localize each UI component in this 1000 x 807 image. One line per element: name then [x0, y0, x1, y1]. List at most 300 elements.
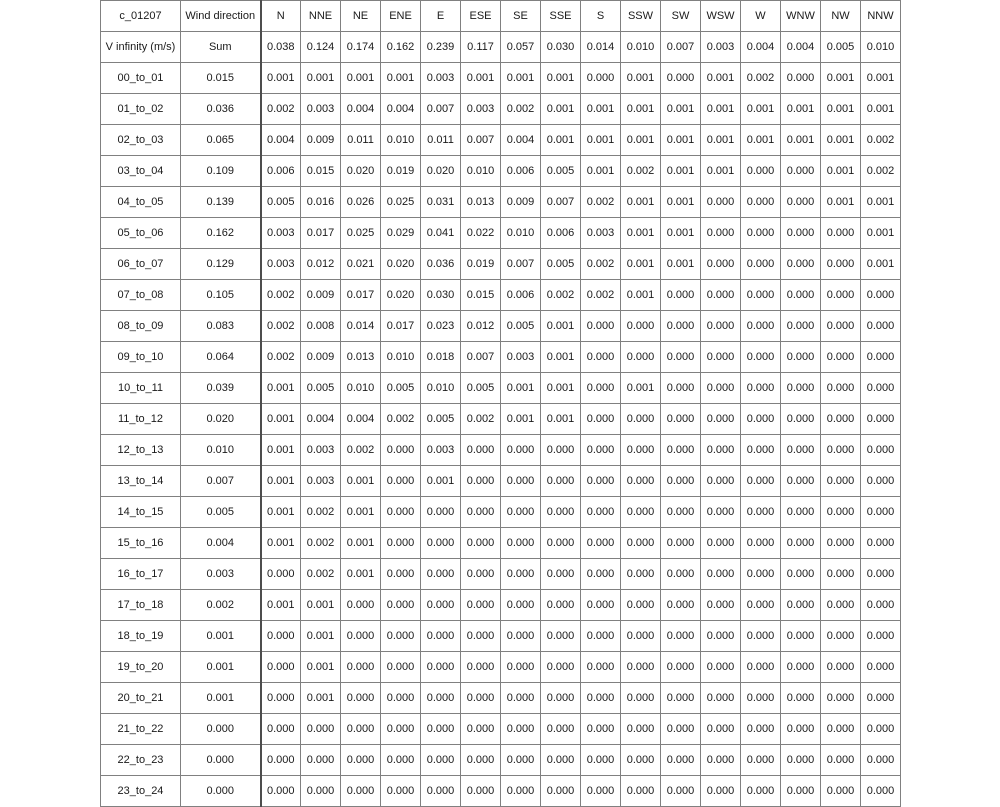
row-sum-cell: 0.162 [181, 218, 261, 249]
frequency-cell: 0.000 [261, 652, 301, 683]
frequency-cell: 0.004 [261, 125, 301, 156]
frequency-cell: 0.009 [301, 125, 341, 156]
frequency-cell: 0.015 [461, 280, 501, 311]
frequency-cell: 0.000 [581, 528, 621, 559]
frequency-cell: 0.000 [421, 528, 461, 559]
frequency-cell: 0.002 [621, 156, 661, 187]
frequency-cell: 0.000 [661, 652, 701, 683]
frequency-cell: 0.005 [261, 187, 301, 218]
frequency-cell: 0.000 [621, 652, 661, 683]
frequency-cell: 0.000 [501, 466, 541, 497]
frequency-cell: 0.026 [341, 187, 381, 218]
frequency-cell: 0.001 [621, 280, 661, 311]
frequency-cell: 0.012 [301, 249, 341, 280]
frequency-cell: 0.000 [261, 714, 301, 745]
frequency-cell: 0.003 [501, 342, 541, 373]
frequency-cell: 0.000 [781, 187, 821, 218]
frequency-cell: 0.001 [261, 404, 301, 435]
direction-sum-cell: 0.117 [461, 32, 501, 63]
table-row [101, 745, 901, 776]
frequency-cell: 0.001 [621, 125, 661, 156]
row-sum-cell: 0.039 [181, 373, 261, 404]
frequency-cell: 0.000 [741, 187, 781, 218]
row-sum-cell: 0.001 [181, 683, 261, 714]
frequency-cell: 0.001 [541, 404, 581, 435]
frequency-cell: 0.013 [341, 342, 381, 373]
frequency-cell: 0.000 [861, 435, 901, 466]
frequency-cell: 0.000 [541, 435, 581, 466]
frequency-cell: 0.001 [581, 125, 621, 156]
frequency-cell: 0.000 [701, 621, 741, 652]
frequency-cell: 0.000 [581, 466, 621, 497]
frequency-cell: 0.000 [341, 652, 381, 683]
frequency-cell: 0.000 [661, 63, 701, 94]
row-sum-cell: 0.065 [181, 125, 261, 156]
direction-sum-cell: 0.004 [781, 32, 821, 63]
frequency-cell: 0.000 [661, 776, 701, 807]
frequency-cell: 0.001 [701, 125, 741, 156]
frequency-cell: 0.000 [821, 373, 861, 404]
frequency-cell: 0.000 [781, 63, 821, 94]
frequency-cell: 0.029 [381, 218, 421, 249]
frequency-cell: 0.030 [421, 280, 461, 311]
frequency-cell: 0.007 [461, 342, 501, 373]
frequency-cell: 0.000 [461, 497, 501, 528]
frequency-cell: 0.005 [421, 404, 461, 435]
frequency-cell: 0.000 [461, 745, 501, 776]
row-sum-cell: 0.064 [181, 342, 261, 373]
frequency-cell: 0.002 [861, 125, 901, 156]
frequency-cell: 0.000 [541, 590, 581, 621]
frequency-cell: 0.000 [461, 776, 501, 807]
table-row [101, 404, 901, 435]
frequency-cell: 0.000 [421, 745, 461, 776]
frequency-cell: 0.000 [581, 652, 621, 683]
frequency-cell: 0.020 [421, 156, 461, 187]
frequency-cell: 0.000 [381, 714, 421, 745]
frequency-cell: 0.010 [341, 373, 381, 404]
frequency-cell: 0.000 [821, 404, 861, 435]
row-sum-cell: 0.001 [181, 621, 261, 652]
frequency-cell: 0.000 [701, 497, 741, 528]
direction-sum-cell: 0.010 [621, 32, 661, 63]
direction-sum-cell: 0.010 [861, 32, 901, 63]
frequency-cell: 0.002 [741, 63, 781, 94]
frequency-cell: 0.000 [861, 776, 901, 807]
frequency-cell: 0.000 [421, 497, 461, 528]
frequency-cell: 0.001 [621, 94, 661, 125]
frequency-cell: 0.000 [661, 497, 701, 528]
speed-bin-cell: 13_to_14 [101, 466, 181, 497]
row-sum-cell: 0.083 [181, 311, 261, 342]
frequency-cell: 0.000 [861, 652, 901, 683]
frequency-cell: 0.000 [741, 404, 781, 435]
direction-sum-cell: 0.174 [341, 32, 381, 63]
frequency-cell: 0.000 [461, 714, 501, 745]
frequency-cell: 0.002 [581, 280, 621, 311]
frequency-cell: 0.000 [781, 590, 821, 621]
frequency-cell: 0.004 [341, 404, 381, 435]
row-sum-cell: 0.000 [181, 745, 261, 776]
frequency-cell: 0.000 [621, 776, 661, 807]
frequency-cell: 0.000 [861, 621, 901, 652]
table-row [101, 311, 901, 342]
frequency-cell: 0.000 [421, 559, 461, 590]
frequency-cell: 0.000 [741, 342, 781, 373]
frequency-cell: 0.000 [741, 528, 781, 559]
frequency-cell: 0.000 [781, 559, 821, 590]
frequency-cell: 0.001 [341, 63, 381, 94]
frequency-cell: 0.000 [381, 528, 421, 559]
frequency-cell: 0.000 [701, 745, 741, 776]
frequency-cell: 0.000 [741, 466, 781, 497]
frequency-cell: 0.002 [261, 342, 301, 373]
frequency-cell: 0.010 [461, 156, 501, 187]
frequency-cell: 0.003 [461, 94, 501, 125]
wind-frequency-table [100, 0, 901, 807]
frequency-cell: 0.031 [421, 187, 461, 218]
frequency-cell: 0.001 [341, 497, 381, 528]
table-row [101, 156, 901, 187]
frequency-cell: 0.000 [501, 714, 541, 745]
frequency-cell: 0.000 [421, 590, 461, 621]
table-row [101, 559, 901, 590]
frequency-cell: 0.000 [541, 621, 581, 652]
frequency-cell: 0.010 [381, 125, 421, 156]
frequency-cell: 0.000 [581, 621, 621, 652]
frequency-cell: 0.001 [861, 187, 901, 218]
table-row [101, 466, 901, 497]
direction-header-cell: N [261, 1, 301, 32]
frequency-cell: 0.000 [581, 683, 621, 714]
frequency-cell: 0.000 [741, 156, 781, 187]
frequency-cell: 0.003 [421, 63, 461, 94]
frequency-cell: 0.004 [501, 125, 541, 156]
frequency-cell: 0.000 [741, 683, 781, 714]
frequency-cell: 0.000 [621, 311, 661, 342]
frequency-cell: 0.007 [421, 94, 461, 125]
frequency-cell: 0.000 [861, 714, 901, 745]
frequency-cell: 0.001 [301, 590, 341, 621]
frequency-cell: 0.000 [661, 621, 701, 652]
frequency-cell: 0.000 [821, 466, 861, 497]
frequency-cell: 0.000 [581, 373, 621, 404]
frequency-cell: 0.004 [381, 94, 421, 125]
frequency-cell: 0.000 [741, 435, 781, 466]
frequency-cell: 0.002 [261, 280, 301, 311]
frequency-cell: 0.000 [741, 218, 781, 249]
frequency-cell: 0.021 [341, 249, 381, 280]
frequency-cell: 0.000 [701, 683, 741, 714]
direction-header-cell: SSE [541, 1, 581, 32]
direction-header-cell: WSW [701, 1, 741, 32]
frequency-cell: 0.000 [621, 497, 661, 528]
sum-label-cell: Sum [181, 32, 261, 63]
direction-header-cell: NNE [301, 1, 341, 32]
frequency-cell: 0.000 [661, 435, 701, 466]
frequency-cell: 0.000 [661, 373, 701, 404]
frequency-cell: 0.000 [821, 218, 861, 249]
frequency-cell: 0.001 [621, 249, 661, 280]
table-row [101, 652, 901, 683]
frequency-cell: 0.001 [621, 373, 661, 404]
direction-header-cell: E [421, 1, 461, 32]
frequency-cell: 0.000 [861, 745, 901, 776]
frequency-cell: 0.001 [821, 94, 861, 125]
frequency-cell: 0.000 [541, 559, 581, 590]
frequency-cell: 0.000 [621, 590, 661, 621]
frequency-cell: 0.000 [781, 714, 821, 745]
frequency-cell: 0.006 [261, 156, 301, 187]
speed-bin-cell: 14_to_15 [101, 497, 181, 528]
frequency-cell: 0.001 [701, 63, 741, 94]
frequency-cell: 0.000 [661, 280, 701, 311]
speed-bin-cell: 21_to_22 [101, 714, 181, 745]
table-row [101, 280, 901, 311]
frequency-cell: 0.000 [261, 621, 301, 652]
frequency-cell: 0.001 [541, 125, 581, 156]
frequency-cell: 0.001 [581, 156, 621, 187]
frequency-cell: 0.004 [301, 404, 341, 435]
frequency-cell: 0.000 [661, 559, 701, 590]
frequency-cell: 0.016 [301, 187, 341, 218]
frequency-cell: 0.000 [581, 311, 621, 342]
frequency-cell: 0.000 [381, 590, 421, 621]
frequency-cell: 0.014 [341, 311, 381, 342]
frequency-cell: 0.001 [541, 63, 581, 94]
frequency-cell: 0.000 [821, 528, 861, 559]
frequency-cell: 0.003 [261, 218, 301, 249]
frequency-cell: 0.000 [781, 745, 821, 776]
frequency-cell: 0.001 [861, 249, 901, 280]
frequency-cell: 0.000 [821, 621, 861, 652]
frequency-cell: 0.000 [501, 528, 541, 559]
speed-bin-cell: 01_to_02 [101, 94, 181, 125]
frequency-cell: 0.001 [581, 94, 621, 125]
speed-bin-cell: 15_to_16 [101, 528, 181, 559]
row-sum-cell: 0.139 [181, 187, 261, 218]
frequency-cell: 0.000 [701, 714, 741, 745]
speed-bin-cell: 23_to_24 [101, 776, 181, 807]
frequency-cell: 0.000 [421, 683, 461, 714]
frequency-cell: 0.000 [781, 621, 821, 652]
direction-header-row [101, 1, 901, 32]
frequency-cell: 0.000 [621, 621, 661, 652]
frequency-cell: 0.000 [621, 528, 661, 559]
speed-bin-cell: 18_to_19 [101, 621, 181, 652]
frequency-cell: 0.000 [861, 528, 901, 559]
frequency-cell: 0.019 [461, 249, 501, 280]
frequency-cell: 0.006 [501, 280, 541, 311]
direction-sum-cell: 0.014 [581, 32, 621, 63]
speed-bin-cell: 06_to_07 [101, 249, 181, 280]
frequency-cell: 0.000 [461, 652, 501, 683]
frequency-cell: 0.018 [421, 342, 461, 373]
frequency-cell: 0.000 [501, 776, 541, 807]
frequency-cell: 0.000 [341, 745, 381, 776]
frequency-cell: 0.000 [821, 280, 861, 311]
frequency-cell: 0.000 [701, 776, 741, 807]
frequency-cell: 0.001 [661, 218, 701, 249]
speed-bin-cell: 17_to_18 [101, 590, 181, 621]
speed-bin-cell: 16_to_17 [101, 559, 181, 590]
frequency-cell: 0.000 [741, 714, 781, 745]
frequency-cell: 0.000 [621, 466, 661, 497]
frequency-cell: 0.000 [421, 776, 461, 807]
frequency-cell: 0.000 [701, 218, 741, 249]
row-sum-cell: 0.001 [181, 652, 261, 683]
frequency-cell: 0.000 [541, 714, 581, 745]
frequency-cell: 0.001 [501, 404, 541, 435]
frequency-cell: 0.000 [541, 528, 581, 559]
frequency-cell: 0.000 [821, 776, 861, 807]
direction-header-cell: NNW [861, 1, 901, 32]
frequency-cell: 0.000 [781, 652, 821, 683]
frequency-cell: 0.002 [541, 280, 581, 311]
frequency-cell: 0.000 [861, 590, 901, 621]
frequency-cell: 0.000 [621, 683, 661, 714]
frequency-cell: 0.005 [541, 249, 581, 280]
speed-bin-cell: 00_to_01 [101, 63, 181, 94]
speed-bin-cell: 08_to_09 [101, 311, 181, 342]
frequency-cell: 0.001 [821, 156, 861, 187]
row-sum-cell: 0.010 [181, 435, 261, 466]
frequency-cell: 0.001 [421, 466, 461, 497]
frequency-cell: 0.006 [541, 218, 581, 249]
row-sum-cell: 0.000 [181, 776, 261, 807]
direction-header-cell: ESE [461, 1, 501, 32]
table-body [101, 1, 901, 807]
frequency-cell: 0.000 [821, 311, 861, 342]
frequency-cell: 0.000 [461, 683, 501, 714]
frequency-cell: 0.009 [301, 280, 341, 311]
frequency-cell: 0.000 [781, 218, 821, 249]
frequency-cell: 0.001 [261, 63, 301, 94]
frequency-cell: 0.007 [541, 187, 581, 218]
frequency-cell: 0.005 [381, 373, 421, 404]
frequency-cell: 0.003 [581, 218, 621, 249]
frequency-cell: 0.000 [661, 528, 701, 559]
frequency-cell: 0.000 [701, 404, 741, 435]
frequency-cell: 0.025 [381, 187, 421, 218]
frequency-cell: 0.000 [581, 435, 621, 466]
table-row [101, 218, 901, 249]
frequency-cell: 0.000 [781, 280, 821, 311]
frequency-cell: 0.000 [621, 714, 661, 745]
frequency-cell: 0.000 [701, 466, 741, 497]
frequency-cell: 0.000 [541, 497, 581, 528]
frequency-cell: 0.000 [261, 776, 301, 807]
speed-bin-cell: 19_to_20 [101, 652, 181, 683]
frequency-cell: 0.001 [661, 187, 701, 218]
direction-sum-cell: 0.162 [381, 32, 421, 63]
frequency-cell: 0.000 [781, 404, 821, 435]
frequency-cell: 0.004 [341, 94, 381, 125]
table-row [101, 714, 901, 745]
frequency-cell: 0.001 [821, 187, 861, 218]
frequency-cell: 0.001 [301, 63, 341, 94]
frequency-cell: 0.000 [261, 745, 301, 776]
frequency-cell: 0.000 [821, 435, 861, 466]
direction-header-cell: NW [821, 1, 861, 32]
frequency-cell: 0.000 [861, 559, 901, 590]
direction-header-cell: SSW [621, 1, 661, 32]
speed-bin-cell: 22_to_23 [101, 745, 181, 776]
frequency-cell: 0.010 [381, 342, 421, 373]
frequency-cell: 0.000 [821, 497, 861, 528]
frequency-cell: 0.000 [341, 590, 381, 621]
frequency-cell: 0.000 [861, 373, 901, 404]
frequency-cell: 0.000 [861, 311, 901, 342]
speed-bin-cell: 11_to_12 [101, 404, 181, 435]
frequency-cell: 0.001 [821, 125, 861, 156]
frequency-cell: 0.001 [461, 63, 501, 94]
frequency-cell: 0.020 [341, 156, 381, 187]
frequency-cell: 0.023 [421, 311, 461, 342]
frequency-cell: 0.000 [301, 776, 341, 807]
frequency-cell: 0.020 [381, 280, 421, 311]
frequency-cell: 0.000 [821, 745, 861, 776]
frequency-cell: 0.002 [501, 94, 541, 125]
direction-sum-cell: 0.239 [421, 32, 461, 63]
frequency-cell: 0.000 [381, 745, 421, 776]
frequency-cell: 0.001 [781, 125, 821, 156]
row-sum-cell: 0.003 [181, 559, 261, 590]
frequency-cell: 0.000 [501, 621, 541, 652]
frequency-cell: 0.002 [341, 435, 381, 466]
frequency-cell: 0.000 [381, 683, 421, 714]
frequency-cell: 0.015 [301, 156, 341, 187]
frequency-cell: 0.002 [581, 187, 621, 218]
speed-bin-cell: 12_to_13 [101, 435, 181, 466]
frequency-cell: 0.001 [261, 466, 301, 497]
frequency-cell: 0.000 [621, 435, 661, 466]
direction-header-cell: SW [661, 1, 701, 32]
frequency-cell: 0.000 [741, 745, 781, 776]
frequency-cell: 0.001 [661, 125, 701, 156]
frequency-cell: 0.000 [861, 404, 901, 435]
frequency-cell: 0.002 [381, 404, 421, 435]
frequency-cell: 0.010 [501, 218, 541, 249]
frequency-cell: 0.000 [781, 249, 821, 280]
speed-bin-cell: 04_to_05 [101, 187, 181, 218]
frequency-cell: 0.001 [261, 528, 301, 559]
table-row [101, 187, 901, 218]
frequency-cell: 0.000 [581, 714, 621, 745]
frequency-cell: 0.000 [701, 249, 741, 280]
frequency-cell: 0.000 [541, 683, 581, 714]
frequency-cell: 0.001 [701, 156, 741, 187]
frequency-cell: 0.000 [781, 528, 821, 559]
table-row [101, 125, 901, 156]
frequency-cell: 0.005 [501, 311, 541, 342]
frequency-cell: 0.000 [461, 590, 501, 621]
frequency-cell: 0.002 [581, 249, 621, 280]
frequency-cell: 0.000 [541, 745, 581, 776]
frequency-cell: 0.000 [821, 559, 861, 590]
frequency-cell: 0.000 [621, 745, 661, 776]
frequency-cell: 0.000 [781, 156, 821, 187]
frequency-cell: 0.000 [861, 466, 901, 497]
frequency-cell: 0.000 [741, 621, 781, 652]
frequency-cell: 0.002 [301, 559, 341, 590]
row-sum-cell: 0.129 [181, 249, 261, 280]
frequency-cell: 0.010 [421, 373, 461, 404]
row-sum-cell: 0.020 [181, 404, 261, 435]
frequency-cell: 0.000 [341, 621, 381, 652]
frequency-cell: 0.000 [701, 280, 741, 311]
frequency-cell: 0.001 [861, 63, 901, 94]
